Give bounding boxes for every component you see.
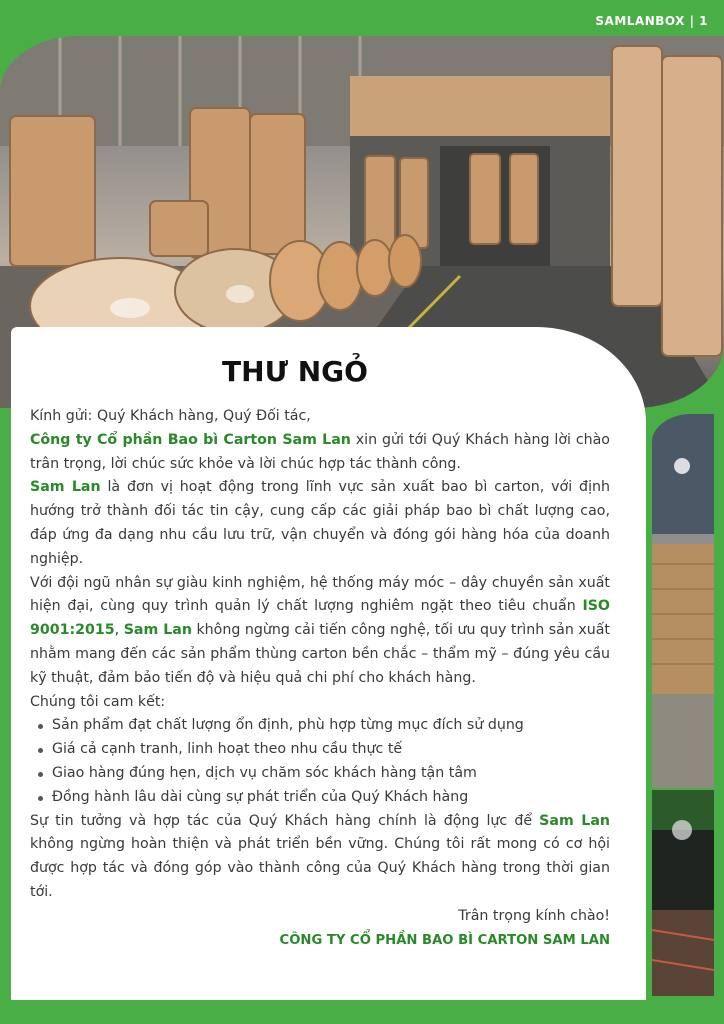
list-item: Đồng hành lâu dài cùng sự phát triển của Quý Khách hàng [52,786,610,810]
closing-salutation: Trân trọng kính chào! [458,907,610,924]
company-name: Công ty Cổ phần Bao bì Carton Sam Lan [30,431,351,448]
intro-paragraph: Công ty Cổ phần Bao bì Carton Sam Lan xin gửi tới Quý Khách hàng lời chào trân trọng, lời chúc sức khỏe và lời chúc hợp tác thành công. [30,431,610,472]
page-header-label: SAMLANBOX | 1 [595,14,708,28]
signature: CÔNG TY CỔ PHẦN BAO BÌ CARTON SAM LAN [279,932,610,948]
iso-standard: ISO 9001:2015 [30,598,610,639]
about-paragraph: Sam Lan là đơn vị hoạt động trong lĩnh vực sản xuất bao bì carton, với định hướng trở thành đối tác tin cậy, cung cấp các giải pháp bao bì chất lượng cao, đáp ứng đa dạng nhu cầu lưu trữ, vận chuyển và đóng gói hàng hóa của doanh nghiệp. [30,479,610,567]
corrugator-machine-photo [652,790,714,996]
list-item: Sản phẩm đạt chất lượng ổn định, phù hợp từng mục đích sử dụng [52,714,610,738]
list-item: Giá cả cạnh tranh, linh hoạt theo nhu cầu thực tế [52,738,610,762]
greeting: Kính gửi: Quý Khách hàng, Quý Đối tác, [30,408,311,424]
letter-body [30,405,610,952]
capability-paragraph: Với đội ngũ nhân sự giàu kinh nghiệm, hệ thống máy móc – dây chuyền sản xuất hiện đại, cùng quy trình quản lý chất lượng nghiêm ngặt theo tiêu chuẩn ISO 9001:2015, Sam Lan không ngừng cải tiến công nghệ, tối ưu quy trình sản xuất nhằm mang đến các sản phẩm thùng carton bền chắc – thẩm mỹ – đúng yêu cầu kỹ thuật, đảm bảo tiến độ và hiệu quả chi phí cho khách hàng. [30,574,610,686]
commit-heading: Chúng tôi cam kết: [30,693,166,710]
closing-paragraph: Sự tin tưởng và hợp tác của Quý Khách hàng chính là động lực để Sam Lan không ngừng hoàn thiện và phát triển bền vững. Chúng tôi rất mong có cơ hội được hợp tác và đóng góp vào thành công của Quý Khách hàng trong thời gian tới. [30,812,610,900]
brand-name: Sam Lan [539,812,610,829]
brand-name: Sam Lan [123,622,192,639]
factory-carton-stacks-photo [652,414,714,788]
page-title: THƯ NGỎ [222,355,368,388]
brand-name: Sam Lan [30,479,101,496]
commitment-list [30,714,610,809]
list-item: Giao hàng đúng hẹn, dịch vụ chăm sóc khách hàng tận tâm [52,762,610,786]
